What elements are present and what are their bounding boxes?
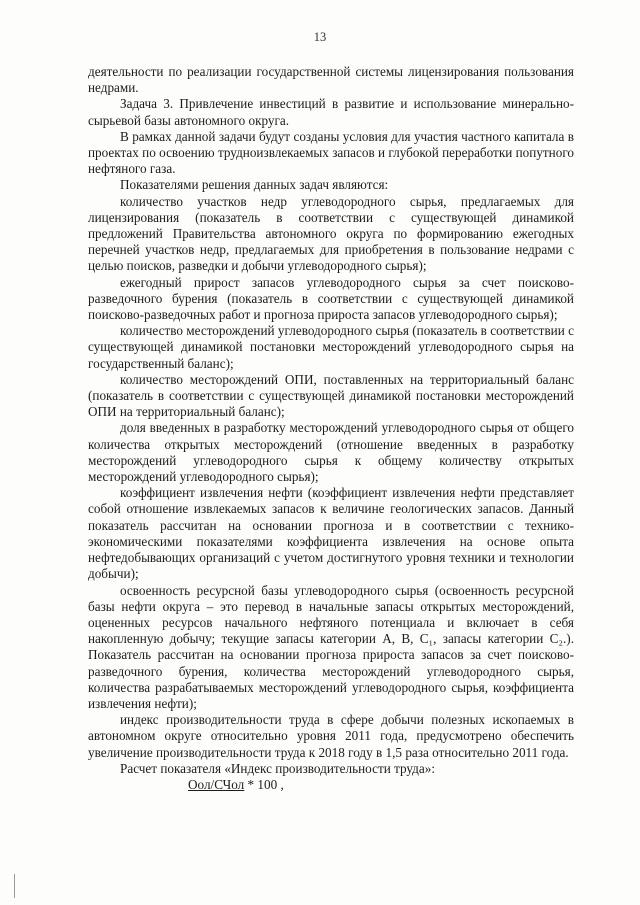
paragraph: В рамках данной задачи будут созданы условия для участия частного капитала в проектах по освоению трудноизвлекаемых запасов и глубокой переработки попутного нефтяного газа. (88, 128, 574, 177)
paragraph: доля введенных в разработку месторождений углеводородного сырья от общего количества открытых месторождений (отношение введенных в разработку месторождений углеводородного сырья к общему количеству открытых месторождений углеводородного сырья); (88, 420, 574, 485)
paragraph: Задача 3. Привлечение инвестиций в развитие и использование минерально-сырьевой базы автономного округа. (88, 96, 574, 128)
paragraph: коэффициент извлечения нефти (коэффициент извлечения нефти представляет собой отношение извлекаемых запасов к величине геологических запасов. Данный показатель рассчитан на основании прогноза и в соответствии с технико-экономическими показателями коэффициента извлечения на основе опыта нефтедобывающих организаций с учетом достигнутого уровня техники и технологии добычи); (88, 485, 574, 582)
paragraph: деятельности по реализации государственной системы лицензирования пользования недрами. (88, 64, 574, 96)
paragraph: количество месторождений углеводородного сырья (показатель в соответствии с существующей динамикой постановки месторождений углеводородного сырья на государственный баланс); (88, 323, 574, 371)
formula (188, 777, 574, 793)
formula-fraction: Оол/СЧол (188, 776, 245, 792)
page-number: 13 (313, 30, 327, 44)
paragraph: освоенность ресурсной базы углеводородного сырья (освоенность ресурсной базы нефти округа – это перевод в начальные запасы открытых месторождений, оцененных ресурсов начального нефтяного потенциала и включает в себя накопленную добычу; текущие запасы категории А, В, C₁, запасы категории С₂.). Показатель рассчитан на основании прогноза прироста запасов за счет поисково-разведочного бурения, количества месторождений углеводородного сырья, количества разрабатываемых месторождений углеводородного сырья, коэффициента извлечения нефти); (88, 582, 574, 711)
paragraph: Показателями решения данных задач являются: (120, 177, 389, 193)
scan-edge-mark (14, 874, 15, 898)
formula-suffix: * 100 , (244, 776, 284, 792)
document-body (88, 64, 574, 793)
paragraph: ежегодный прирост запасов углеводородного сырья за счет поисково-разведочного бурения (показатель в соответствии с существующей динамикой поисково-разведочных работ и прогноза прироста запасов углеводородного сырья); (88, 274, 574, 323)
paragraph: Расчет показателя «Индекс производительности труда»: (120, 760, 435, 776)
paragraph: индекс производительности труда в сфере добычи полезных ископаемых в автономном округе относительно уровня 2011 года, предусмотрено обеспечить увеличение производительности труда к 2018 году в 1,5 раза относительно 2011 года. (88, 712, 574, 760)
paragraph: количество участков недр углеводородного сырья, предлагаемых для лицензирования (показатель в соответствии с существующей динамикой предложений Правительства автономного округа по формированию ежегодных перечней участков недр, предлагаемых для приобретения в пользование недрами с целью поисков, разведки и добычи углеводородного сырья); (88, 193, 574, 274)
paragraph: количество месторождений ОПИ, поставленных на территориальный баланс (показатель в соответствии с существующей динамикой постановки месторождений ОПИ на территориальный баланс); (88, 371, 574, 420)
